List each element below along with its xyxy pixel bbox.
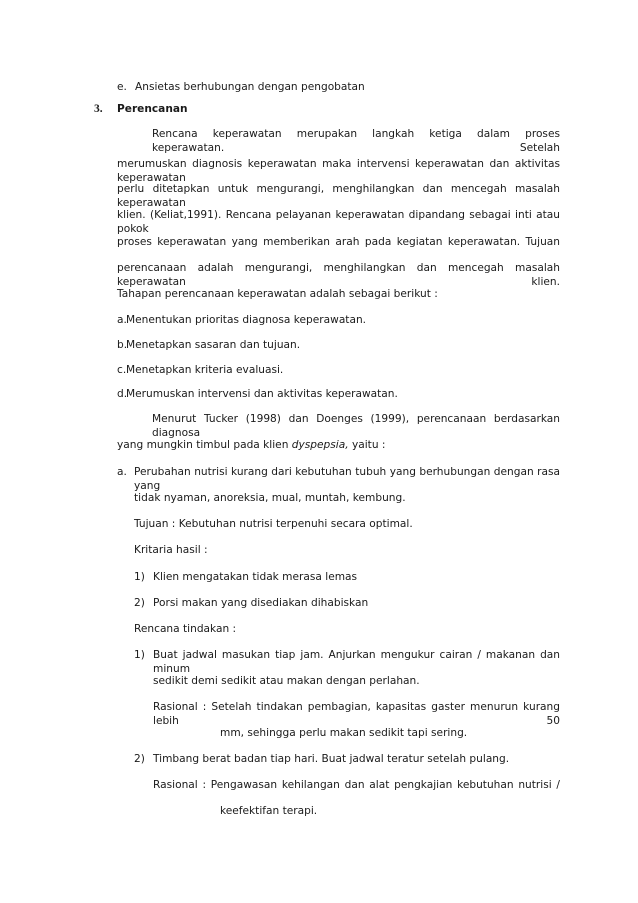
paragraph-line: proses keperawatan yang memberikan arah pada kegiatan keperawatan. Tujuan [117, 236, 560, 248]
diagnosis-line: tidak nyaman, anoreksia, mual, muntah, kembung. [134, 492, 406, 504]
paragraph-line: perencanaan adalah mengurangi, menghilangkan dan mencegah masalah keperawatan klien. [117, 262, 560, 288]
section-title: Perencanan [117, 103, 188, 115]
list-marker: a. [117, 466, 127, 478]
list-item-text: Menentukan prioritas diagnosa keperawatan. [126, 314, 367, 326]
list-marker: 2) [134, 597, 145, 609]
list-marker: c. [117, 364, 127, 376]
criteria-item: Klien mengatakan tidak merasa lemas [153, 571, 358, 583]
list-marker: a. [117, 314, 127, 326]
goal-text: Tujuan : Kebutuhan nutrisi terpenuhi secara optimal. [134, 518, 413, 530]
section-number: 3. [94, 103, 103, 115]
action-line: Buat jadwal masukan tiap jam. Anjurkan mengukur cairan / makanan dan minum [153, 649, 560, 675]
rationale-line: Rasional : Pengawasan kehilangan dan alat pengkajian kebutuhan nutrisi / [153, 779, 560, 791]
list-item-text: Menetapkan kriteria evaluasi. [126, 364, 284, 376]
list-item-text: Ansietas berhubungan dengan pengobatan [135, 81, 365, 93]
list-marker: d. [117, 388, 128, 400]
text-run: yaitu : [348, 439, 386, 451]
criteria-label: Kritaria hasil : [134, 544, 208, 556]
stages-intro: Tahapan perencanaan keperawatan adalah sebagai berikut : [117, 288, 438, 300]
diagnosis-line: Perubahan nutrisi kurang dari kebutuhan tubuh yang berhubungan dengan rasa yang [134, 466, 560, 492]
actions-label: Rencana tindakan : [134, 623, 237, 635]
paragraph-line [117, 438, 386, 452]
list-marker: 2) [134, 753, 145, 765]
paragraph-line: Rencana keperawatan merupakan langkah ketiga dalam proses keperawatan. Setelah [152, 128, 560, 154]
rationale-line: Rasional : Setelah tindakan pembagian, kapasitas gaster menurun kurang lebih 50 [153, 701, 560, 727]
list-marker: e. [117, 81, 127, 93]
paragraph-line: perlu ditetapkan untuk mengurangi, menghilangkan dan mencegah masalah keperawatan [117, 183, 560, 209]
action-line: Timbang berat badan tiap hari. Buat jadwal teratur setelah pulang. [153, 753, 510, 765]
list-item-text: Merumuskan intervensi dan aktivitas keperawatan. [126, 388, 398, 400]
criteria-item: Porsi makan yang disediakan dihabiskan [153, 597, 369, 609]
paragraph-line: merumuskan diagnosis keperawatan maka intervensi keperawatan dan aktivitas keperawatan [117, 158, 560, 184]
paragraph-line: klien. (Keliat,1991). Rencana pelayanan keperawatan dipandang sebagai inti atau pokok [117, 209, 560, 235]
list-item-text: Menetapkan sasaran dan tujuan. [126, 339, 301, 351]
text-run: yang mungkin timbul pada klien [117, 439, 292, 451]
rationale-line: mm, sehingga perlu makan sedikit tapi sering. [220, 727, 468, 739]
action-line: sedikit demi sedikit atau makan dengan perlahan. [153, 675, 420, 687]
paragraph-line: Menurut Tucker (1998) dan Doenges (1999), perencanaan berdasarkan diagnosa [152, 413, 560, 439]
emphasis-term: dyspepsia, [291, 439, 349, 451]
rationale-line: keefektifan terapi. [220, 805, 318, 817]
list-marker: 1) [134, 571, 145, 583]
list-marker: b. [117, 339, 128, 351]
list-marker: 1) [134, 649, 145, 661]
